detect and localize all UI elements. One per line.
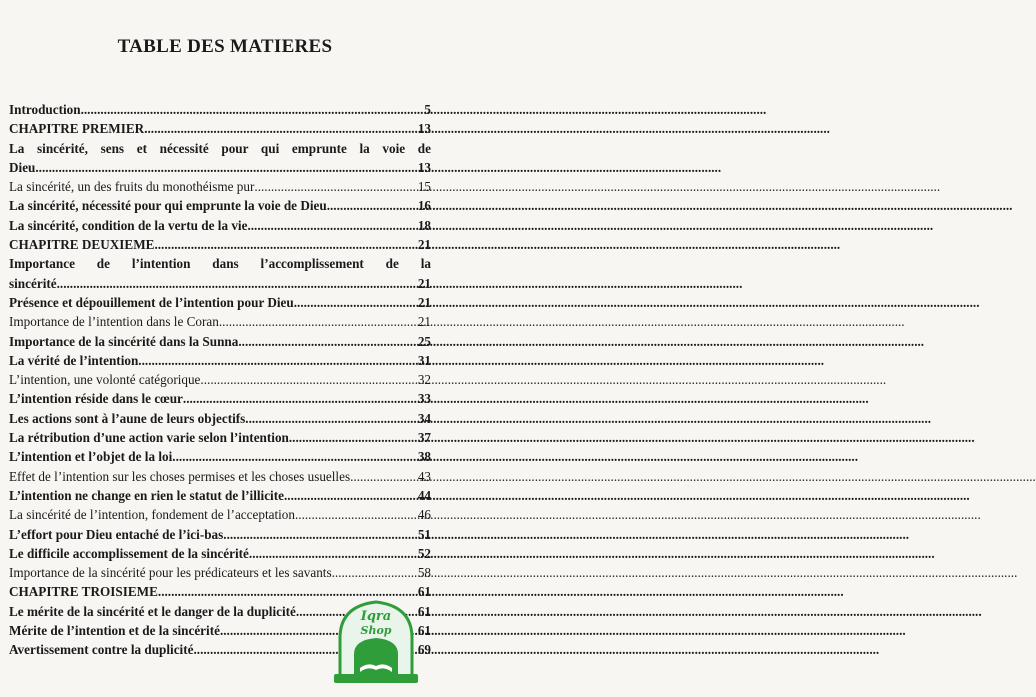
page-number: 21	[417, 237, 431, 253]
iqra-shop-logo	[330, 598, 422, 686]
toc-entry-title: Effet de l’intention sur les choses permises et les choses usuelles	[9, 468, 351, 484]
dot-leader	[289, 428, 418, 447]
page-number: 21	[417, 275, 431, 291]
toc-entry	[9, 351, 431, 370]
toc-entry	[9, 544, 431, 563]
dot-leader	[35, 158, 417, 177]
toc-entry	[9, 177, 431, 196]
toc-entry	[9, 467, 431, 486]
toc-entry-title: L’intention et l’objet de la loi	[9, 449, 173, 465]
dot-leader	[332, 563, 418, 582]
table-of-contents	[9, 100, 431, 660]
page-number: 61	[417, 623, 431, 639]
toc-entry-title: CHAPITRE PREMIER	[9, 121, 145, 137]
logo-text-iqra: Iqra	[360, 609, 392, 624]
toc-entry-title: Le difficile accomplissement de la sincérité	[9, 545, 249, 561]
toc-entry-title: Importance de l’intention dans le Coran	[9, 314, 219, 330]
toc-entry	[9, 216, 431, 235]
page-number: 34	[417, 410, 431, 426]
toc-entry-title-continued: sincérité	[9, 275, 57, 291]
dot-leader	[254, 177, 417, 196]
page-number: 69	[417, 642, 431, 658]
dot-leader	[295, 505, 418, 524]
page-number: 61	[417, 584, 431, 600]
dot-leader	[81, 100, 425, 119]
toc-entry	[9, 119, 431, 138]
page-title: TABLE DES MATIERES	[117, 36, 333, 57]
toc-entry	[9, 409, 431, 428]
toc-entry	[9, 505, 431, 524]
dot-leader	[144, 119, 418, 138]
dot-leader	[172, 447, 418, 466]
page-number: 21	[417, 314, 431, 330]
toc-entry	[9, 293, 431, 312]
page-number: 32	[417, 372, 431, 388]
page-number: 13	[417, 121, 431, 137]
toc-entry-title: Présence et dépouillement de l’intention pour Dieu	[9, 294, 294, 310]
page-number: 44	[417, 487, 431, 503]
toc-entry-title: Importance de l’intention dans l’accomplissement de la	[9, 256, 431, 272]
page-number: 37	[417, 430, 431, 446]
toc-entry	[9, 312, 431, 331]
toc-entry-title: La sincérité, nécessité pour qui emprunte la voie de Dieu	[9, 198, 327, 214]
toc-entry	[9, 486, 431, 505]
toc-entry	[9, 100, 431, 119]
toc-entry-title: L’intention ne change en rien le statut de l’illicite	[9, 487, 284, 503]
dot-leader	[57, 274, 418, 293]
toc-entry-title: Avertissement contre la duplicité	[9, 642, 194, 658]
toc-entry-title: Le mérite de la sincérité et le danger de la duplicité	[9, 603, 296, 619]
toc-entry-title: La sincérité, condition de la vertu de la vie	[9, 217, 248, 233]
toc-entry-title: Mérite de l’intention et de la sincérité	[9, 623, 220, 639]
toc-entry	[9, 428, 431, 447]
dot-leader	[154, 235, 417, 254]
toc-entry	[9, 196, 431, 215]
toc-entry-title: Importance de la sincérité dans la Sunna	[9, 333, 239, 349]
toc-entry-title: L’effort pour Dieu entaché de l’ici-bas	[9, 526, 224, 542]
toc-entry-title: Les actions sont à l’aune de leurs objectifs	[9, 410, 246, 426]
page-number: 16	[417, 198, 431, 214]
dot-leader	[327, 196, 418, 215]
toc-entry	[9, 370, 431, 389]
page-number: 31	[417, 352, 431, 368]
page-number: 15	[417, 179, 431, 195]
dot-leader	[249, 544, 418, 563]
dot-leader	[245, 409, 418, 428]
page-number: 13	[417, 159, 431, 175]
dot-leader	[294, 293, 418, 312]
page-number: 21	[417, 294, 431, 310]
page-number: 43	[417, 468, 431, 484]
toc-entry	[9, 254, 431, 293]
dot-leader	[247, 216, 417, 235]
toc-entry-title: CHAPITRE TROISIEME	[9, 584, 158, 600]
toc-entry	[9, 563, 431, 582]
page-number: 38	[417, 449, 431, 465]
page-number: 61	[417, 603, 431, 619]
toc-entry	[9, 447, 431, 466]
toc-entry-title: L’intention réside dans le cœur	[9, 391, 183, 407]
page-number: 5	[424, 102, 431, 117]
page-number: 46	[417, 507, 431, 523]
toc-entry	[9, 525, 431, 544]
toc-entry-title: La sincérité de l’intention, fondement de l’acceptation	[9, 507, 295, 523]
toc-entry	[9, 235, 431, 254]
logo-text-shop: Shop	[360, 624, 392, 637]
toc-entry-title: L’intention, une volonté catégorique	[9, 372, 201, 388]
page-number: 58	[417, 565, 431, 581]
toc-entry-title: La sincérité, un des fruits du monothéisme pur	[9, 179, 255, 195]
toc-entry	[9, 389, 431, 408]
page-number: 52	[417, 545, 431, 561]
page-number: 18	[417, 217, 431, 233]
toc-entry-title: CHAPITRE DEUXIEME	[9, 237, 155, 253]
toc-entry-title: La rétribution d’une action varie selon l’intention	[9, 430, 289, 446]
dot-leader	[138, 351, 418, 370]
toc-entry-title: La vérité de l’intention	[9, 352, 139, 368]
dot-leader	[284, 486, 418, 505]
page-number: 51	[417, 526, 431, 542]
dot-leader	[183, 389, 418, 408]
toc-entry-title-continued: Dieu	[9, 159, 36, 175]
dot-leader	[350, 467, 418, 486]
page-number: 25	[417, 333, 431, 349]
dot-leader	[238, 332, 417, 351]
dot-leader	[223, 525, 418, 544]
toc-entry	[9, 139, 431, 178]
toc-entry-title: La sincérité, sens et nécessité pour qui emprunte la voie de	[9, 140, 431, 156]
toc-entry-title: Introduction	[9, 102, 81, 117]
dot-leader	[200, 370, 417, 389]
dot-leader	[219, 312, 418, 331]
toc-entry-title: Importance de la sincérité pour les prédicateurs et les savants	[9, 565, 332, 581]
toc-entry	[9, 332, 431, 351]
page-number: 33	[417, 391, 431, 407]
